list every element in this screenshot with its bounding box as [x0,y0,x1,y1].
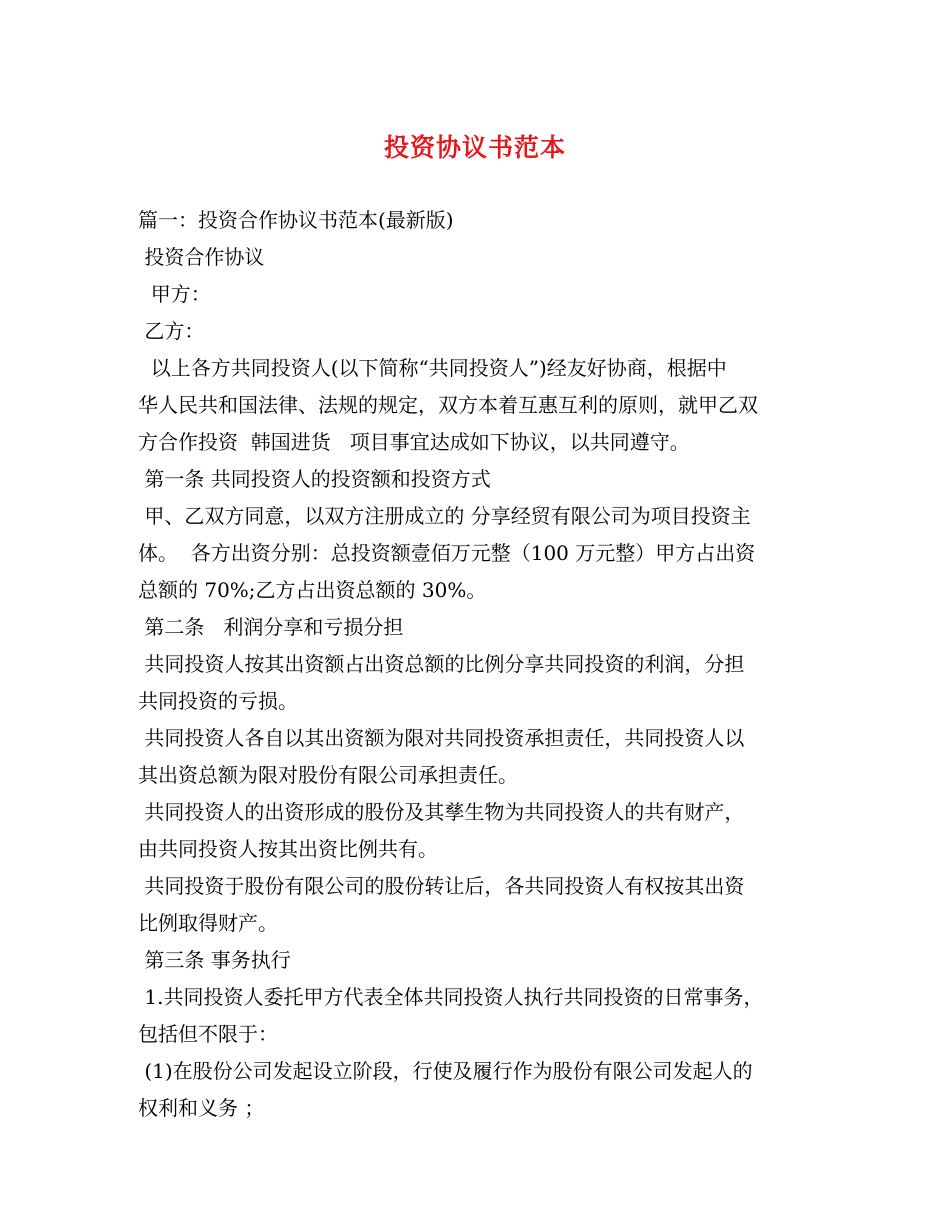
text-line: 其出资总额为限对股份有限公司承担责任。 [138,763,518,787]
document-body [138,202,828,1127]
document-title: 投资协议书范本 [383,133,566,162]
text-line: 包括但不限于： [138,1022,278,1046]
text-line: 共同投资于股份有限公司的股份转让后，各共同投资人有权按其出资 [138,874,745,898]
text-line: 共同投资人各自以其出资额为限对共同投资承担责任，共同投资人以 [138,726,745,750]
text-line: 体。 各方出资分别：总投资额壹佰万元整（100 万元整）甲方占出资 [138,541,756,565]
text-line: 第一条 共同投资人的投资额和投资方式 [138,467,491,491]
text-line: 甲、乙双方同意，以双方注册成立的 分享经贸有限公司为项目投资主 [138,504,751,528]
text-line: 投资合作协议 [138,245,265,269]
text-line: 乙方： [138,319,205,343]
text-line: 方合作投资 韩国进货 项目事宜达成如下协议，以共同遵守。 [138,430,690,454]
text-line: 以上各方共同投资人(以下简称“共同投资人”)经友好协商，根据中 [138,356,727,380]
text-line: 第三条 事务执行 [138,948,291,972]
text-line: 共同投资人按其出资额占出资总额的比例分享共同投资的利润，分担 [138,652,745,676]
text-line: 由共同投资人按其出资比例共有。 [138,837,438,861]
text-line: 权利和义务 ； [138,1096,265,1120]
text-line: 总额的 70%;乙方占出资总额的 30%。 [138,578,487,602]
text-line: 甲方： [138,282,211,306]
text-line: 华人民共和国法律、法规的规定，双方本着互惠互利的原则，就甲乙双 [138,393,758,417]
text-line: 第二条 利润分享和亏损分担 [138,615,404,639]
text-line: 共同投资人的出资形成的股份及其孳生物为共同投资人的共有财产， [138,800,745,824]
text-line: 篇一：投资合作协议书范本(最新版) [138,208,454,232]
text-line: 比例取得财产。 [138,911,278,935]
text-line: (1)在股份公司发起设立阶段，行使及履行作为股份有限公司发起人的 [138,1059,753,1083]
text-line: 1.共同投资人委托甲方代表全体共同投资人执行共同投资的日常事务， [138,985,764,1009]
text-line: 共同投资的亏损。 [138,689,298,713]
